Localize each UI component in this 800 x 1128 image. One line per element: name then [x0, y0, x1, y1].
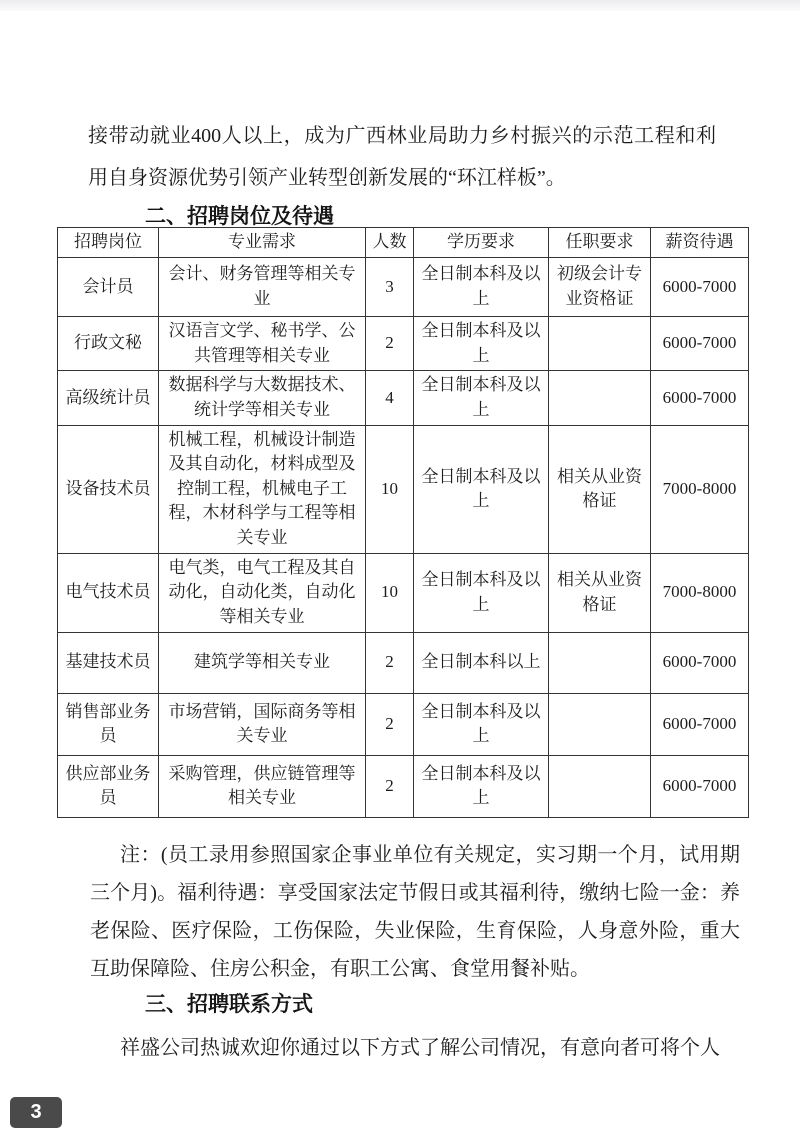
table-row — [58, 371, 749, 425]
column-header-education: 学历要求 — [414, 228, 549, 258]
cell-major: 建筑学等相关专业 — [159, 632, 366, 693]
cell-major: 会计、财务管理等相关专业 — [159, 258, 366, 317]
cell-count: 3 — [366, 258, 414, 317]
cell-salary: 6000-7000 — [651, 632, 749, 693]
cell-position: 设备技术员 — [58, 425, 159, 553]
cell-major: 机械工程，机械设计制造及其自动化，材料成型及控制工程，机械电子工程，木材科学与工程等相关专业 — [159, 425, 366, 553]
table-row — [58, 425, 749, 553]
cell-qualification: 相关从业资格证 — [549, 425, 651, 553]
cell-education: 全日制本科及以上 — [414, 258, 549, 317]
cell-education: 全日制本科以上 — [414, 632, 549, 693]
cell-count: 2 — [366, 755, 414, 817]
cell-major: 电气类，电气工程及其自动化，自动化类，自动化等相关专业 — [159, 553, 366, 632]
cell-position: 销售部业务员 — [58, 693, 159, 755]
cell-count: 10 — [366, 553, 414, 632]
cell-major: 汉语言文学、秘书学、公共管理等相关专业 — [159, 317, 366, 371]
table-row — [58, 755, 749, 817]
cell-education: 全日制本科及以上 — [414, 317, 549, 371]
table-header-row — [58, 228, 749, 258]
cell-position: 电气技术员 — [58, 553, 159, 632]
cell-major: 市场营销，国际商务等相关专业 — [159, 693, 366, 755]
cell-qualification: 相关从业资格证 — [549, 553, 651, 632]
cell-count: 2 — [366, 632, 414, 693]
cell-salary: 7000-8000 — [651, 425, 749, 553]
page-number: 3 — [30, 1101, 42, 1123]
cell-qualification — [549, 755, 651, 817]
cell-salary: 6000-7000 — [651, 317, 749, 371]
cell-major: 数据科学与大数据技术、统计学等相关专业 — [159, 371, 366, 425]
recruitment-table — [57, 227, 749, 818]
column-header-salary: 薪资待遇 — [651, 228, 749, 258]
cell-qualification: 初级会计专业资格证 — [549, 258, 651, 317]
cell-salary: 6000-7000 — [651, 258, 749, 317]
cell-position: 供应部业务员 — [58, 755, 159, 817]
cell-count: 2 — [366, 317, 414, 371]
cell-education: 全日制本科及以上 — [414, 693, 549, 755]
cell-position: 会计员 — [58, 258, 159, 317]
cell-education: 全日制本科及以上 — [414, 553, 549, 632]
cell-position: 行政文秘 — [58, 317, 159, 371]
cell-count: 4 — [366, 371, 414, 425]
cell-salary: 6000-7000 — [651, 371, 749, 425]
cell-education: 全日制本科及以上 — [414, 755, 549, 817]
page-top-edge — [0, 0, 800, 11]
intro-paragraph: 接带动就业400人以上，成为广西林业局助力乡村振兴的示范工程和利用自身资源优势引领产业转型创新发展的“环江样板”。 — [88, 125, 716, 189]
cell-education: 全日制本科及以上 — [414, 371, 549, 425]
cell-education: 全日制本科及以上 — [414, 425, 549, 553]
cell-salary: 6000-7000 — [651, 693, 749, 755]
cell-major: 采购管理，供应链管理等相关专业 — [159, 755, 366, 817]
cell-qualification — [549, 693, 651, 755]
table-row — [58, 632, 749, 693]
table-row — [58, 553, 749, 632]
cell-qualification — [549, 371, 651, 425]
table-row — [58, 317, 749, 371]
cell-qualification — [549, 632, 651, 693]
cell-position: 基建技术员 — [58, 632, 159, 693]
section-title-positions: 二、招聘岗位及待遇 — [145, 205, 334, 229]
cell-count: 10 — [366, 425, 414, 553]
column-header-qualification: 任职要求 — [549, 228, 651, 258]
cell-position: 高级统计员 — [58, 371, 159, 425]
column-header-major: 专业需求 — [159, 228, 366, 258]
cell-qualification — [549, 317, 651, 371]
page-number-badge — [10, 1097, 62, 1128]
cell-count: 2 — [366, 693, 414, 755]
column-header-position: 招聘岗位 — [58, 228, 159, 258]
cell-salary: 6000-7000 — [651, 755, 749, 817]
note-paragraph: 注：(员工录用参照国家企事业单位有关规定，实习期一个月，试用期三个月)。福利待遇：享受国家法定节假日或其福利待，缴纳七险一金：养老保险、医疗保险，工伤保险，失业保险，生育保险，人身意外险，重大互助保障险、住房公积金，有职工公寓、食堂用餐补贴。 — [90, 844, 740, 980]
cell-salary: 7000-8000 — [651, 553, 749, 632]
table-row — [58, 693, 749, 755]
table-row — [58, 258, 749, 317]
column-header-count: 人数 — [366, 228, 414, 258]
section-title-contact: 三、招聘联系方式 — [145, 993, 313, 1017]
contact-paragraph: 祥盛公司热诚欢迎你通过以下方式了解公司情况，有意向者可将个人 — [120, 1037, 720, 1059]
